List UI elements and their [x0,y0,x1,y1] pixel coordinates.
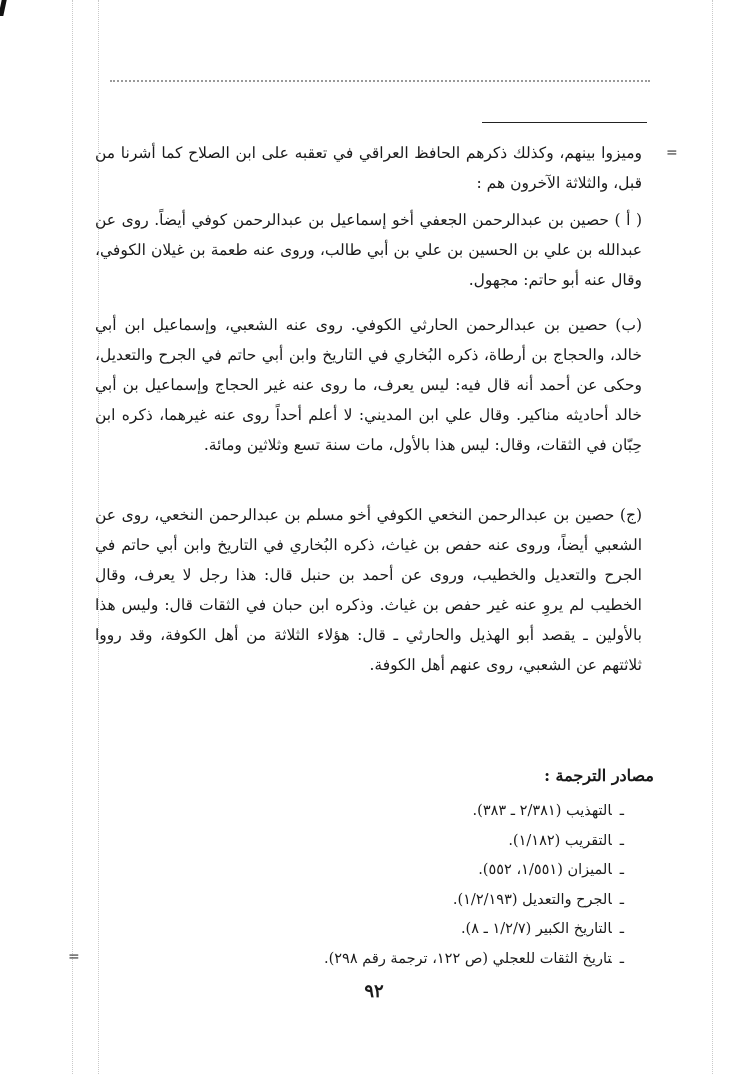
source-dash: ـ [619,832,624,849]
paragraph-intro-text: وميزوا بينهم، وكذلك ذكرهم الحافظ العراقي في تعقبه على ابن الصلاح كما أشرنا من قبل، والثلاثة الآخرون هم : [95,144,642,192]
source-text: الجرح والتعديل (١/٢/١٩٣). [452,891,612,908]
source-item [224,945,624,975]
source-item [224,915,624,945]
source-text: التاريخ الكبير (١/٢/٧ ـ ٨). [460,921,612,937]
page-number: ٩٢ [364,981,384,1002]
sources-heading: مصادر الترجمة : [544,766,654,785]
source-dash: ـ [619,921,624,937]
header-rule [482,122,647,123]
source-dash: ـ [619,891,624,908]
source-text: الميزان (١/٥٥١، ٥٥٢). [478,862,612,878]
source-item [224,797,624,827]
source-item [224,827,624,857]
margin-mark-left: = [68,949,80,965]
scan-corner-mark [0,0,7,16]
source-dash: ـ [619,803,624,819]
source-item [224,886,624,916]
paragraph-c-text: (ج) حصين بن عبدالرحمن النخعي الكوفي أخو مسلم بن عبدالرحمن النخعي، روى عن الشعبي أيضاً، وروى عنه حفص بن غياث، ذكره البُخاري في التاريخ وابن أبي حاتم في الجرح والتعديل والخطيب، وروى عن أحمد بن حنبل قال: هذا رجل لا يعرف، وقال الخطيب لم يروِ عنه غير حفص بن غياث. وذكره ابن حبان في الثقات قال: وليس هذا بالأولين ـ يقصد أبو الهذيل والحارثي ـ قال: هؤلاء الثلاثة من أهل الكوفة، وقد رووا ثلاثتهم عن الشعبي، روى عنهم أهل الكوفة. [95,506,642,674]
paragraph-intro [95,138,642,198]
paragraph-a-text: ( أ ) حصين بن عبدالرحمن الجعفي أخو إسماعيل بن عبدالرحمن كوفي أيضاً. روى عن عبدالله بن علي بن الحسين بن علي بن أبي طالب، وروى عنه طعمة بن غيلان الكوفي، وقال عنه أبو حاتم: مجهول. [95,211,642,289]
source-text: التهذيب (٢/٣٨١ ـ ٣٨٣). [472,803,612,819]
sources-list [224,797,624,974]
paragraph-b [95,310,642,460]
source-dash: ـ [619,862,624,878]
source-item [224,856,624,886]
paragraph-c [95,500,642,680]
source-text: التقريب (١/١٨٢). [508,832,612,849]
source-dash: ـ [619,950,624,967]
paragraph-a [95,205,642,295]
top-dotted-guide [110,80,650,82]
margin-mark-right: = [666,145,678,161]
source-text: تاريخ الثقات للعجلي (ص ١٢٢، ترجمة رقم ٢٩٨). [323,950,612,967]
right-dotted-guide [712,0,713,1074]
paragraph-b-text: (ب) حصين بن عبدالرحمن الحارثي الكوفي. روى عنه الشعبي، وإسماعيل ابن أبي خالد، والحجاج بن أرطاة، ذكره البُخاري في التاريخ وابن أبي حاتم في الجرح والتعديل، وحكى عن أحمد أنه قال فيه: ليس يعرف، ما روى عنه غير الحجاج وإسماعيل بن أبي خالد أحاديثه مناكير. وقال علي ابن المديني: لا أعلم أحداً روى عنه غيرهما، ذكره ابن حِبّان في الثقات، وقال: ليس هذا بالأول، مات سنة تسع وثلاثين ومائة. [95,316,642,454]
left-dotted-guide [72,0,73,1074]
